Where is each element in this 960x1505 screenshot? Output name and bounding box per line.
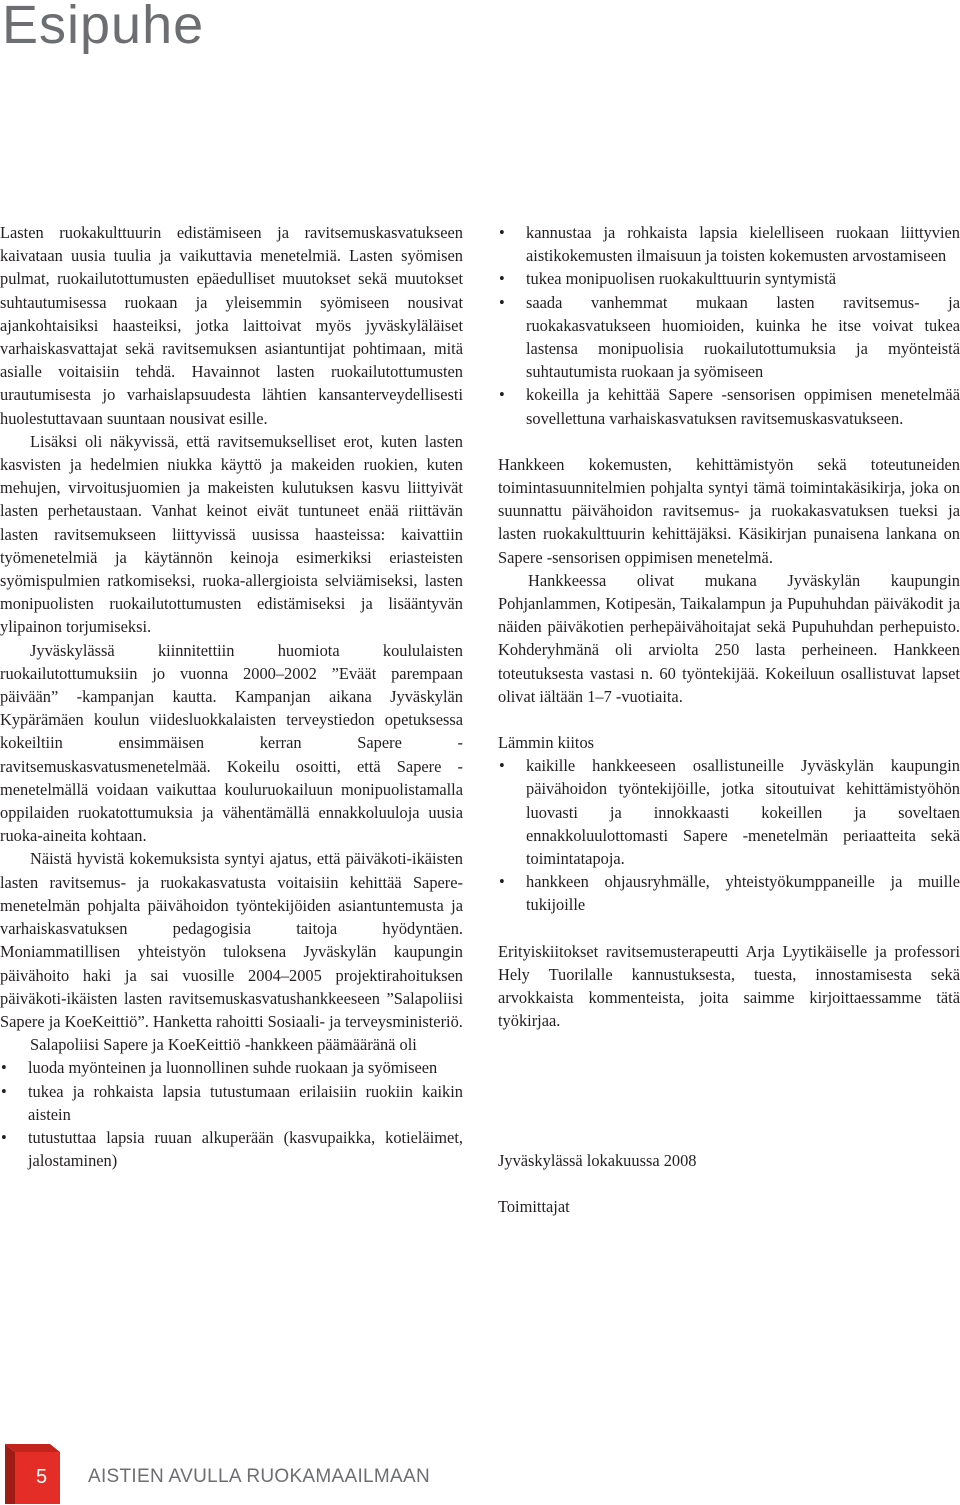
spacer: [498, 1172, 960, 1195]
thanks-heading: Lämmin kiitos: [498, 733, 595, 753]
special-thanks-paragraph: Erityiskiitokset ravitsemusterapeutti Arja Lyytikäiselle ja professori Hely Tuorilalle kannustuksesta, tuesta, innostamisesta sekä arvokkaista kommenteista, joita saimme kirjoittaessamme tätä työkirjaa.: [498, 941, 960, 1031]
corner-mark-dark-face: [5, 1444, 15, 1504]
body-paragraph: Lisäksi oli näkyvissä, että ravitsemukselliset erot, kuten lasten kasvisten ja hedelmien niukka käyttö ja makeiden ruokien, kuten mehujen, virvoitusjuomien ja makeisten kulutuksen kasvu liittyivät lasten perhetaustaan. Vanhat keinot eivät tuntuneet enää riittävän lasten ravitsemukseen liittyvissä uusissa haasteissa: kaivattiin työmenetelmiä ja käytännön keinoja esimerkiksi eriasteisten syömispulmien ratkomiseksi, ruoka-allergioista selviämiseksi, lasten monipuolisten ruokailutottumusten edistämiseksi ja lisääntyvän ylipainon torjumiseksi.: [0, 431, 463, 637]
left-column: [0, 221, 463, 1172]
place-date: Jyväskylässä lokakuussa 2008: [498, 1150, 697, 1170]
list-item: • kaikille hankkeeseen osallistuneille Jyväskylän kaupungin päivähoidon työntekijöille, jotka sitoutuivat kehittämistyöhön luovasti ja innokkaasti kokeillen ja soveltaen ennakkoluulottomasti Sapere -menetelmän periaatteita sekä toimintatapoja.: [498, 754, 960, 870]
list-item: • tukea monipuolisen ruokakulttuurin syntymistä: [498, 267, 960, 290]
page-number: 5: [36, 1466, 48, 1488]
list-item: • luoda myönteinen ja luonnollinen suhde ruokaan ja syömiseen: [0, 1056, 463, 1079]
thanks-list: [498, 754, 960, 916]
body-paragraph: Hankkeessa olivat mukana Jyväskylän kaupungin Pohjanlammen, Kotipesän, Taikalampun ja Pupuhuhdan päiväkodit ja näiden päiväkotien perhepäivähoitajat sekä Pupuhuhdan perhepuisto. Kohderyhmänä oli arviolta 250 lasta perheineen. Hankkeen toteutuksesta vastasi n. 60 työntekijää. Kokeiluun osallistuvat lapset olivat iältään 1–7 -vuotiaita.: [498, 570, 960, 706]
spacer: [498, 917, 960, 940]
signature: Toimittajat: [498, 1196, 570, 1216]
list-item: • hankkeen ohjausryhmälle, yhteistyökumppaneille ja muille tukijoille: [498, 870, 960, 916]
spacer: [498, 708, 960, 731]
list-item: • kannustaa ja rohkaista lapsia kielelliseen ruokaan liittyvien aistikokemusten ilmaisuun ja toisten kokemusten arvostamiseen: [498, 221, 960, 267]
goals-intro-paragraph: Salapoliisi Sapere ja KoeKeittiö -hankkeen päämääränä oli: [30, 1035, 417, 1055]
goals-list-continued: [498, 221, 960, 430]
goals-list: [0, 1056, 463, 1172]
list-item: • tukea ja rohkaista lapsia tutustumaan erilaisiin ruokiin kaikin aistein: [0, 1080, 463, 1126]
page-corner-mark-icon: [5, 1444, 60, 1504]
right-column: [498, 221, 960, 1218]
body-paragraph: Jyväskylässä kiinnitettiin huomiota koululaisten ruokailutottumuksiin jo vuonna 2000–2002 ”Eväät parempaan päivään” -kampanjan kautta. Kampanjan aikana Jyväskylän Kypärämäen koulun viidesluokkalaisten terveystiedon opetuksessa kokeiltiin ensimmäisen kerran Sapere -ravitsemuskasvatusmenetelmää. Kokeilu osoitti, että Sapere -menetelmällä voidaan vaikuttaa kouluruokailuun monipuolistamalla oppilaiden ruokatottumuksia ja vähentämällä ennakkoluuloja uusia ruoka-aineita kohtaan.: [0, 640, 463, 846]
body-paragraph: Hankkeen kokemusten, kehittämistyön sekä toteutuneiden toimintasuunnitelmien pohjalta syntyi tämä toimintakäsikirja, joka on suunnattu päivähoidon ravitsemus- ja ruokakasvatuksen tueksi ja lasten ruokakulttuurin kehittäjäksi. Käsikirjan punaisena lankana on Sapere -sensorisen oppimisen menetelmä.: [498, 454, 960, 567]
footer-book-title: AISTIEN AVULLA RUOKAMAAILMAAN: [88, 1466, 431, 1487]
list-item: • saada vanhemmat mukaan lasten ravitsemus- ja ruokakasvatukseen huomioiden, kuinka he itse voivat tukea lastensa monipuolisia ruokailutottumuksia ja myönteistä suhtautumista ruokaan ja syömiseen: [498, 291, 960, 384]
list-item: • kokeilla ja kehittää Sapere -sensorisen oppimisen menetelmää sovellettuna varhaiskasvatuksen ravitsemuskasvatukseen.: [498, 383, 960, 429]
spacer: [498, 1033, 960, 1149]
list-item: • tutustuttaa lapsia ruuan alkuperään (kasvupaikka, kotieläimet, jalostaminen): [0, 1126, 463, 1172]
spacer: [498, 430, 960, 453]
body-paragraph: Näistä hyvistä kokemuksista syntyi ajatus, että päiväkoti-ikäisten lasten ravitsemus- ja ruokakasvatusta voitaisiin kehittää Sapere-menetelmän pohjalta päivähoidon työntekijöiden asiantuntemusta ja varhaiskasvatuksen pedagogisia taitoja hyödyntäen. Moniammatillisen yhteistyön tuloksena Jyväskylän kaupungin päivähoito haki ja sai vuosille 2004–2005 projektirahoituksen päiväkoti-ikäisten lasten ravitsemuskasvatushankkeeseen ”Salapoliisi Sapere ja KoeKeittiö”. Hanketta rahoitti Sosiaali- ja terveysministeriö.: [0, 849, 463, 1031]
page-title: Esipuhe: [2, 0, 205, 55]
intro-paragraph: Lasten ruokakulttuurin edistämiseen ja ravitsemuskasvatukseen kaivataan uusia tuulia ja vaikuttavia menetelmiä. Lasten syömisen pulmat, ruokailutottumusten epäedulliset muutokset sekä muutokset suhtautumisessa ruokaan ja yleisemmin syömiseen nousivat ajankohtaisiksi haasteiksi, jotka laittoivat myös jyväskyläläiset varhaiskasvattajat sekä ravitsemuksen asiantuntijat pohtimaan, mitä asialle voitaisiin tehdä. Havainnot lasten ruokailutottumusten urautumisesta jo varhaislapsuudesta lähtien kansanterveydellisesti huolestuttavaan suuntaan nousivat esille.: [0, 223, 463, 428]
